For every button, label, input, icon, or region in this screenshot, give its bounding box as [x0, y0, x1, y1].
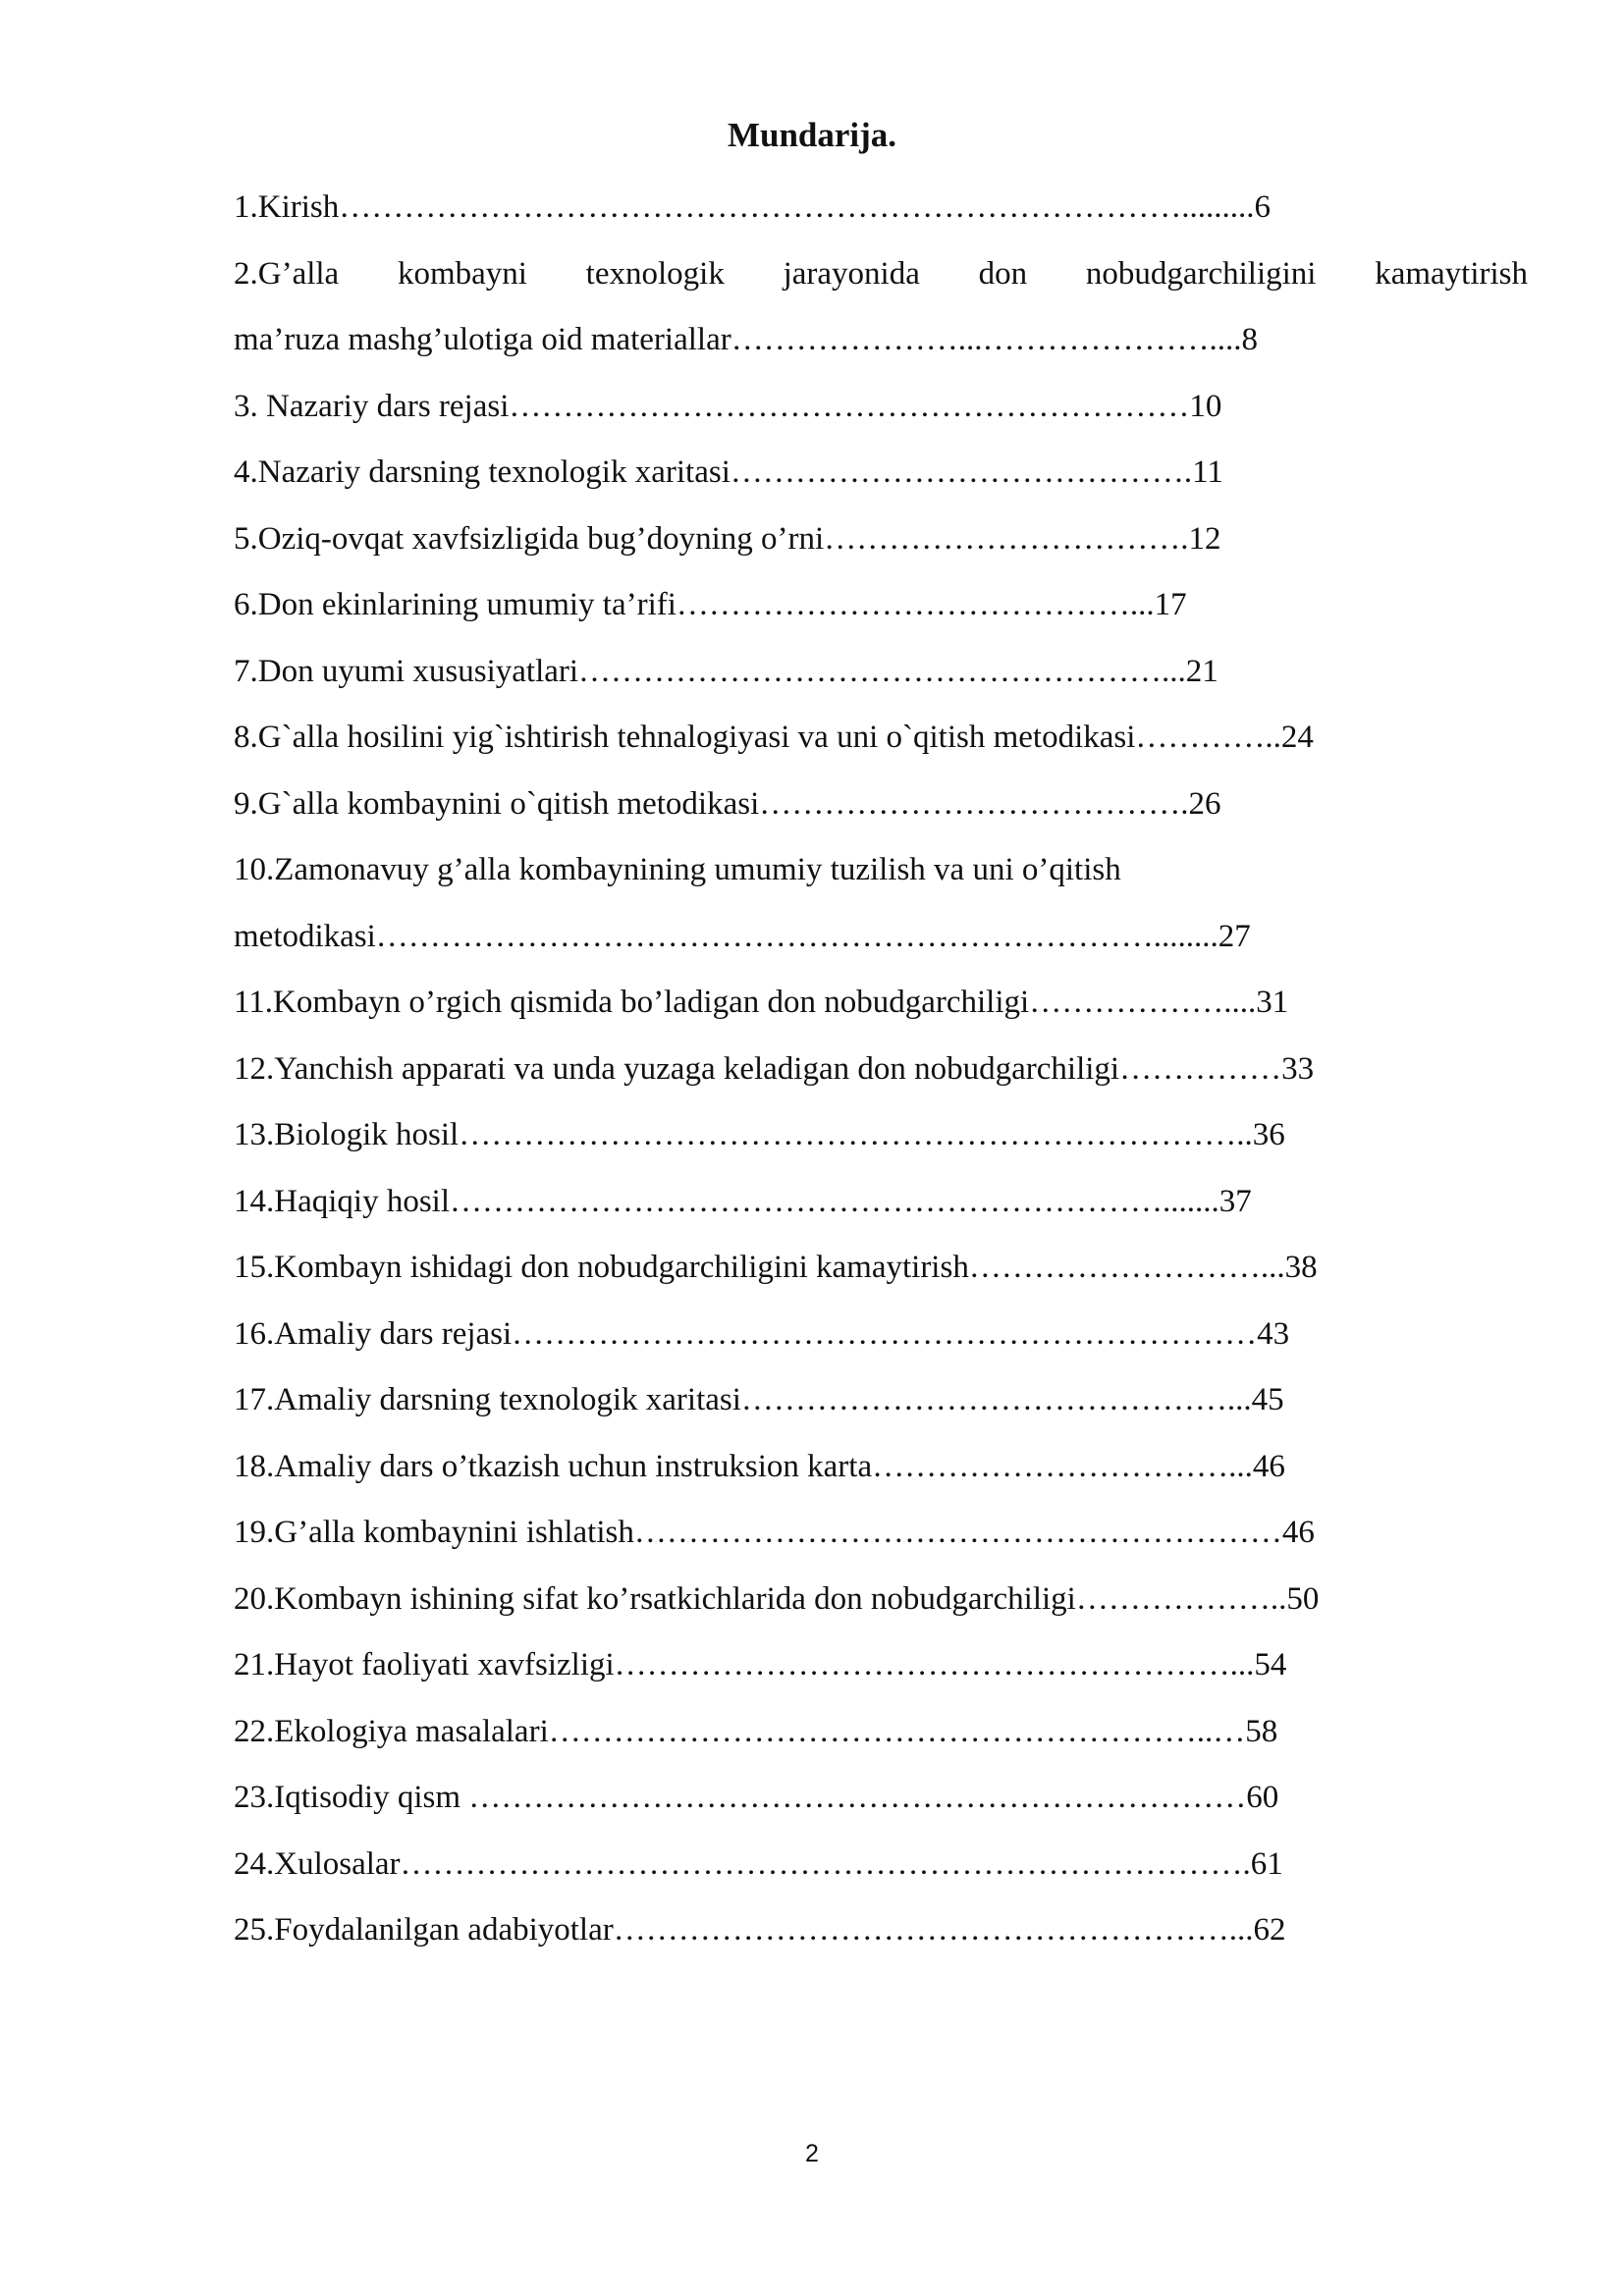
toc-entry: 5.Oziq-ovqat xavfsizligida bug’doyning o’rni…………………………….12	[234, 520, 1221, 557]
toc-entry: 18.Amaliy dars o’tkazish uchun instruksion karta……………………………...46	[234, 1448, 1285, 1484]
toc-entry: 3. Nazariy dars rejasi………………………………………………………10	[234, 388, 1222, 424]
toc-title: Mundarija.	[727, 116, 897, 154]
toc-entry: 25.Foydalanilgan adabiyotlar…………………………………………………...62	[234, 1912, 1286, 1948]
toc-entry: 4.Nazariy darsning texnologik xaritasi…………………………………….11	[234, 454, 1223, 490]
table-of-contents	[234, 175, 1528, 1964]
toc-entry: 16.Amaliy dars rejasi……………………………………………………………43	[234, 1315, 1290, 1352]
toc-entry: 2.G’alla kombayni texnologik jarayonida don nobudgarchiligini kamaytirish	[234, 255, 1528, 292]
page-number: 2	[805, 2140, 819, 2167]
toc-entry: 23.Iqtisodiy qism ………………………………………………………………60	[234, 1780, 1279, 1815]
toc-entry: 10.Zamonavuy g’alla kombaynining umumiy tuzilish va uni o’qitish	[234, 852, 1121, 887]
toc-entry: ma’ruza mashg’ulotiga oid materiallar…………………...…………………....8	[234, 322, 1258, 357]
toc-entry: 22.Ekologiya masalalari……………………………………………………..…58	[234, 1713, 1278, 1749]
toc-entry: 21.Hayot faoliyati xavfsizligi…………………………………………………...54	[234, 1647, 1287, 1682]
toc-entry: 14.Haqiqiy hosil………………………………………………………….......37	[234, 1183, 1252, 1219]
toc-entry: 20.Kombayn ishining sifat ko’rsatkichlarida don nobudgarchiligi………………..50	[234, 1580, 1320, 1617]
toc-entry: 12.Yanchish apparati va unda yuzaga keladigan don nobudgarchiligi……………33	[234, 1050, 1315, 1087]
toc-entry: 24.Xulosalar…………………………………………………………………….61	[234, 1845, 1283, 1882]
toc-entry: 15.Kombayn ishidagi don nobudgarchiligini kamaytirish………………………...38	[234, 1250, 1318, 1285]
toc-entry: 19.G’alla kombaynini ishlatish……………………………………………………46	[234, 1515, 1315, 1550]
toc-entry: 11.Kombayn o’rgich qismida bo’ladigan don nobudgarchiligi………………....31	[234, 985, 1289, 1020]
toc-entry: 7.Don uyumi xususiyatlari………………………………………………...21	[234, 653, 1218, 689]
toc-entry: 9.G`alla kombaynini o`qitish metodikasi………………………………….26	[234, 785, 1221, 822]
toc-entry: 17.Amaliy darsning texnologik xaritasi………………………………………...45	[234, 1382, 1284, 1417]
toc-entry: 13.Biologik hosil………………………………………………………………..36	[234, 1117, 1285, 1152]
toc-entry: 8.G`alla hosilini yig`ishtirish tehnalogiyasi va uni o`qitish metodikasi…………..24	[234, 720, 1314, 755]
toc-entry: 1.Kirish…………………………………………………………………….........6	[234, 189, 1271, 225]
toc-entry: metodikasi………………………………………………………………........27	[234, 918, 1251, 954]
toc-entry: 6.Don ekinlarining umumiy ta’rifi……………………………………...17	[234, 587, 1187, 622]
